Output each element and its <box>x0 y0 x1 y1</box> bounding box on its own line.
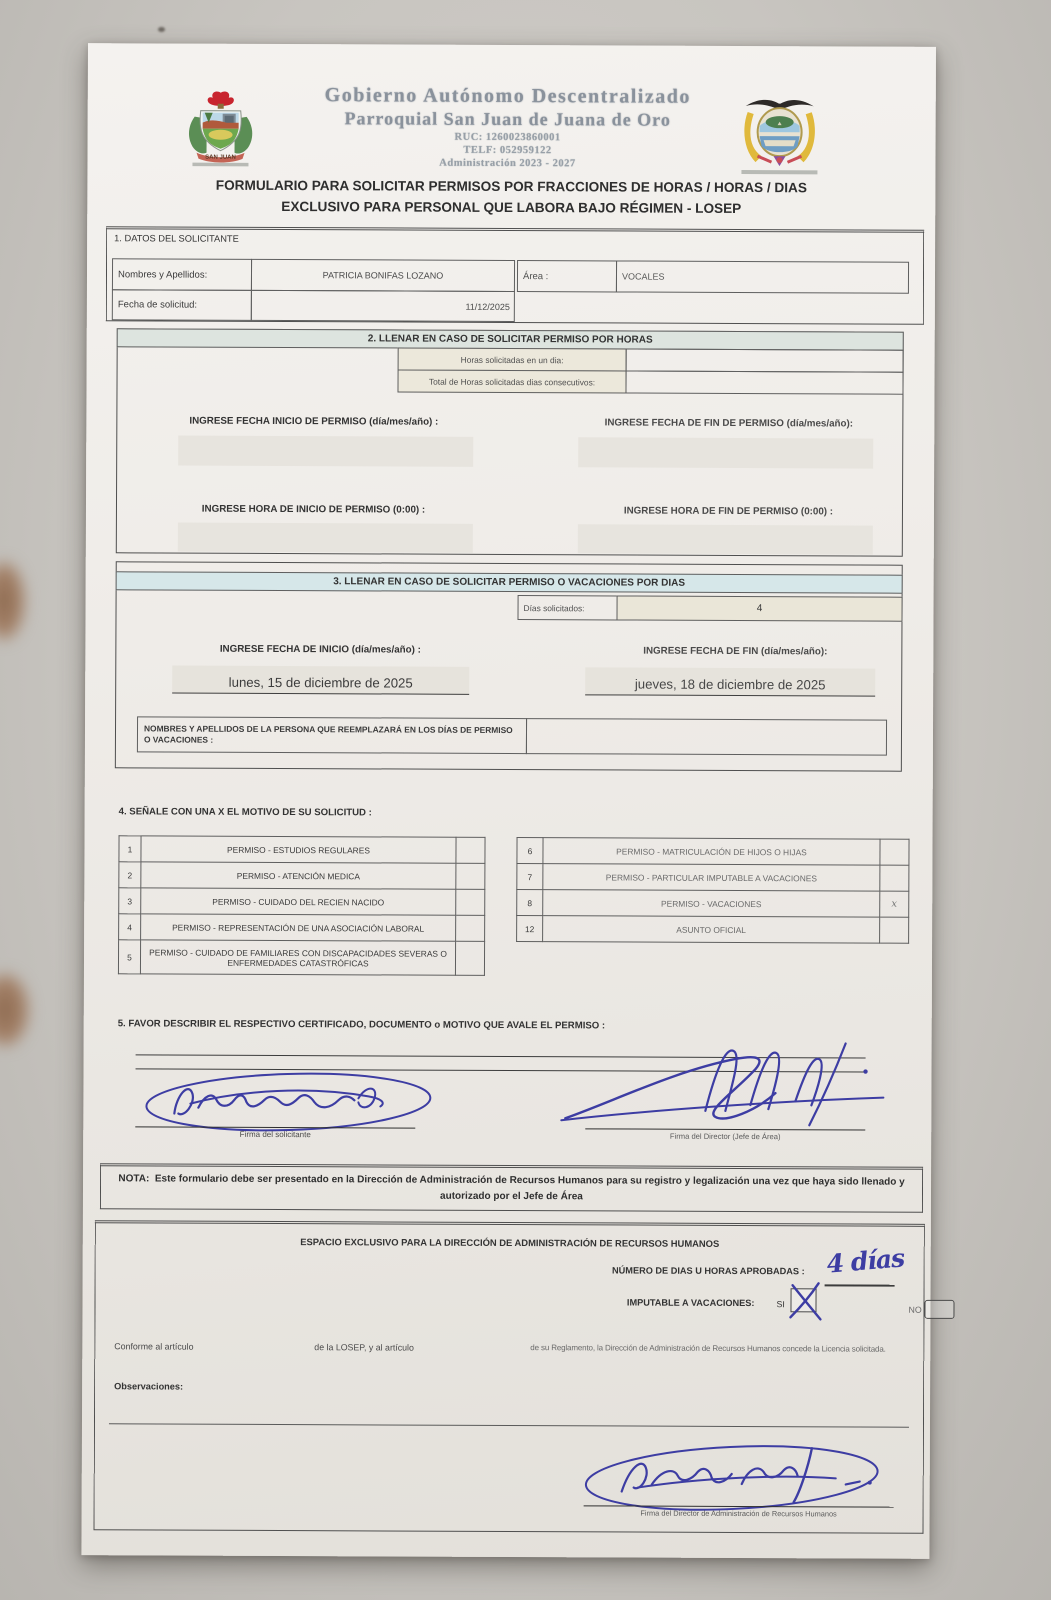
motive-num: 7 <box>517 864 543 890</box>
motive-row <box>119 888 485 916</box>
motive-num: 4 <box>119 914 141 940</box>
fecha-fin-permiso-field[interactable] <box>578 437 873 468</box>
solicitante-signature-icon <box>138 1069 438 1134</box>
motive-num: 8 <box>517 890 543 916</box>
aprobadas-handwritten-value[interactable]: 4 días <box>825 1243 906 1279</box>
nota-box <box>100 1163 923 1213</box>
motive-num: 2 <box>119 862 141 888</box>
hora-fin-permiso-field[interactable] <box>578 524 873 554</box>
motive-checkbox[interactable] <box>880 865 909 891</box>
nota-body: Este formulario debe ser presentado en la Dirección de Administración de Recursos Humanos para su registro y legalización una vez que haya sido llenado y autorizado por el Jefe de Área <box>154 1173 905 1203</box>
document-title-line2: EXCLUSIVO PARA PERSONAL QUE LABORA BAJO RÉGIMEN - LOSEP <box>281 199 742 217</box>
fecha-inicio-dias-label: INGRESE FECHA DE INICIO (día/mes/año) : <box>219 643 421 656</box>
section1-title: 1. DATOS DEL SOLICITANTE <box>114 233 239 244</box>
motive-row <box>119 836 485 864</box>
svg-text:⛰: ⛰ <box>777 121 782 128</box>
motive-row <box>517 864 909 892</box>
motive-label: ASUNTO OFICIAL <box>543 916 880 943</box>
org-phone: TELF: 052959122 <box>463 144 552 157</box>
motive-label: PERMISO - CUIDADO DE FAMILIARES CON DISCAPACIDADES SEVERAS O ENFERMEDADES CATASTRÓFICAS <box>140 940 455 975</box>
reemplazo-label-text: NOMBRES Y APELLIDOS DE LA PERSONA QUE REEMPLAZARÁ EN LOS DÍAS DE PERMISO O VACACIONES : <box>143 723 513 745</box>
motive-checkbox[interactable] <box>880 839 909 865</box>
fecha-fin-permiso-label: INGRESE FECHA DE FIN DE PERMISO (día/mes/año): <box>604 417 854 430</box>
director-signature-caption: Firma del Director (Jefe de Área) <box>669 1131 781 1142</box>
motive-checkbox[interactable] <box>455 941 484 975</box>
fecha-fin-dias-label: INGRESE FECHA DE FIN (día/mes/año): <box>643 645 828 658</box>
photo-finger-smudge <box>0 560 26 642</box>
reemplazo-label <box>137 716 527 754</box>
motive-row <box>119 862 485 890</box>
rrhh-title: ESPACIO EXCLUSIVO PARA LA DIRECCIÓN DE ADMINISTRACIÓN DE RECURSOS HUMANOS <box>300 1236 720 1249</box>
motive-num: 12 <box>517 916 543 942</box>
section4-title: 4. SEÑALE CON UNA X EL MOTIVO DE SU SOLICITUD : <box>118 806 372 819</box>
motive-checkbox[interactable] <box>456 915 485 941</box>
parish-coat-of-arms-icon <box>182 89 258 173</box>
nombres-value[interactable]: PATRICIA BONIFAS LOZANO <box>251 259 515 292</box>
photo-finger-smudge <box>0 972 30 1048</box>
fecha-inicio-dias-value[interactable]: lunes, 15 de diciembre de 2025 <box>172 666 469 695</box>
org-ruc: RUC: 1260023860001 <box>454 131 561 144</box>
section3-header: 3. LLENAR EN CASO DE SOLICITAR PERMISO O VACACIONES POR DIAS <box>116 571 903 593</box>
fecha-fin-dias-value[interactable]: jueves, 18 de diciembre de 2025 <box>585 667 875 696</box>
si-label: SI <box>776 1299 785 1310</box>
motives-table-right <box>516 837 909 944</box>
fecha-inicio-permiso-field[interactable] <box>178 436 473 467</box>
permission-request-form <box>81 43 936 1559</box>
section2-header: 2. LLENAR EN CASO DE SOLICITAR PERMISO POR HORAS <box>117 328 904 350</box>
area-value[interactable]: VOCALES <box>616 260 909 293</box>
observaciones-label: Observaciones: <box>114 1381 184 1392</box>
director-signature-icon <box>553 1038 893 1134</box>
conforme-text-part3: de su Reglamento, la Dirección de Administración de Recursos Humanos concede la Licencia solicitada. <box>530 1343 886 1354</box>
conforme-text-part2: de la LOSEP, y al artículo <box>314 1342 414 1353</box>
motive-label: PERMISO - ATENCIÓN MEDICA <box>141 862 456 889</box>
motive-checkbox[interactable] <box>880 917 909 943</box>
hora-inicio-permiso-field[interactable] <box>178 523 473 553</box>
motive-label: PERMISO - VACACIONES <box>543 890 880 917</box>
svg-text:SAN JUAN: SAN JUAN <box>205 154 236 161</box>
document-title <box>127 174 895 219</box>
motive-num: 3 <box>119 888 141 914</box>
ecuador-coat-of-arms-icon <box>733 92 825 178</box>
area-label: Área : <box>517 260 617 292</box>
motive-row <box>517 890 909 918</box>
org-header <box>272 84 742 170</box>
motive-checkbox[interactable]: x <box>880 891 909 917</box>
fecha-solicitud-label: Fecha de solicitud: <box>112 289 252 321</box>
motive-row <box>118 940 484 976</box>
total-horas-value[interactable] <box>625 370 903 394</box>
aprobadas-label: NÚMERO DE DIAS U HORAS APROBADAS : <box>612 1265 805 1277</box>
document-title-line1: FORMULARIO PARA SOLICITAR PERMISOS POR FRACCIONES DE HORAS / HORAS / DIAS <box>215 177 807 196</box>
reemplazo-value[interactable] <box>526 718 887 756</box>
solicitante-signature-caption: Firma del solicitante <box>239 1129 311 1140</box>
si-checkbox-x-mark <box>782 1279 828 1323</box>
nombres-label: Nombres y Apellidos: <box>112 258 252 291</box>
no-label: NO <box>908 1304 922 1315</box>
horas-dia-value[interactable] <box>626 348 904 372</box>
motive-checkbox[interactable] <box>456 889 485 915</box>
motive-label: PERMISO - REPRESENTACIÓN DE UNA ASOCIACIÓN LABORAL <box>141 914 456 941</box>
motive-row <box>517 838 909 866</box>
motive-num: 6 <box>517 838 543 864</box>
nota-prefix: NOTA: <box>118 1173 150 1185</box>
aprobadas-line <box>825 1284 895 1286</box>
motive-label: PERMISO - MATRICULACIÓN DE HIJOS O HIJAS <box>543 838 880 865</box>
motive-num: 1 <box>119 836 141 862</box>
dias-solicitados-value[interactable]: 4 <box>616 595 902 621</box>
motive-label: PERMISO - ESTUDIOS REGULARES <box>141 836 456 863</box>
motive-checkbox[interactable] <box>456 837 485 863</box>
org-name-line2: Parroquial San Juan de Juana de Oro <box>344 108 671 130</box>
horas-dia-label: Horas solicitadas en un dia: <box>398 348 627 372</box>
motive-checkbox[interactable] <box>456 863 485 889</box>
org-name-line1: Gobierno Autónomo Descentralizado <box>324 84 691 108</box>
org-administration: Administración 2023 - 2027 <box>439 157 576 170</box>
hora-fin-permiso-label: INGRESE HORA DE FIN DE PERMISO (0:00) : <box>623 505 834 518</box>
motive-num: 5 <box>118 940 140 974</box>
no-checkbox[interactable] <box>924 1300 954 1319</box>
conforme-text-part1: Conforme al artículo <box>114 1341 194 1352</box>
fecha-solicitud-value[interactable]: 11/12/2025 <box>251 290 515 322</box>
motive-row <box>517 916 909 944</box>
imputable-label: IMPUTABLE A VACACIONES: <box>626 1297 755 1309</box>
photo-speck <box>158 27 165 32</box>
hora-inicio-permiso-label: INGRESE HORA DE INICIO DE PERMISO (0:00) : <box>201 503 426 516</box>
fecha-inicio-permiso-label: INGRESE FECHA INICIO DE PERMISO (día/mes/año) : <box>189 415 439 428</box>
motives-table-left <box>118 835 486 976</box>
total-horas-label: Total de Horas solicitadas dias consecutivos: <box>397 370 626 394</box>
motive-label: PERMISO - CUIDADO DEL RECIEN NACIDO <box>141 888 456 915</box>
dias-solicitados-label: Días solicitados: <box>517 595 617 620</box>
section5-title: 5. FAVOR DESCRIBIR EL RESPECTIVO CERTIFICADO, DOCUMENTO o MOTIVO QUE AVALE EL PERMISO : <box>117 1018 606 1032</box>
motive-label: PERMISO - PARTICULAR IMPUTABLE A VACACIONES <box>543 864 880 891</box>
motive-row <box>119 914 485 942</box>
rrhh-signature-caption: Firma del Director de Administración de Recursos Humanos <box>640 1508 837 1519</box>
